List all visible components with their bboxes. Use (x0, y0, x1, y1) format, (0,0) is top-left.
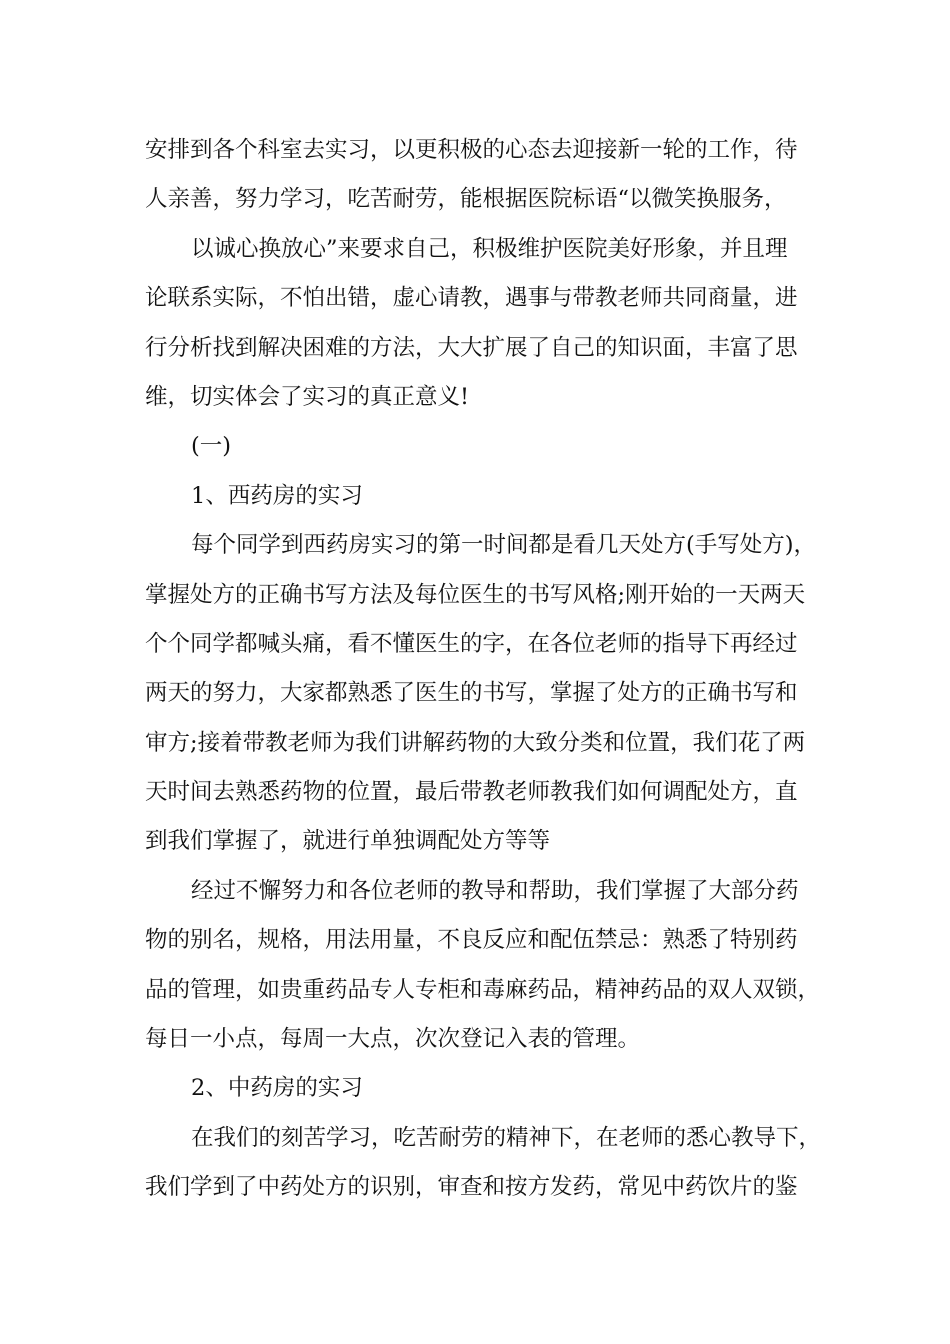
text-line: 维，切实体会了实习的真正意义! (145, 383, 470, 410)
text-line: 掌握处方的正确书写方法及每位医生的书写风格;刚开始的一天两天 (145, 581, 806, 608)
text-line: 经过不懈努力和各位老师的教导和帮助，我们掌握了大部分药 (191, 877, 799, 904)
text-line: 物的别名，规格，用法用量，不良反应和配伍禁忌：熟悉了特别药 (145, 927, 798, 954)
text-line: 安排到各个科室去实习，以更积极的心态去迎接新一轮的工作，待 (145, 137, 798, 163)
text-line: 到我们掌握了，就进行单独调配处方等等 (145, 828, 551, 855)
section-heading: 1、西药房的实习 (191, 482, 363, 509)
text-line: 论联系实际，不怕出错，虚心请教，遇事与带教老师共同商量，进 (145, 285, 798, 312)
section-marker: (一) (191, 433, 232, 460)
text-line: 我们学到了中药处方的识别，审查和按方发药，常见中药饮片的鉴 (145, 1174, 798, 1201)
text-line: 以诚心换放心”来要求自己，积极维护医院美好形象，并且理 (191, 235, 788, 262)
text-line: 行分析找到解决困难的方法，大大扩展了自己的知识面，丰富了思 (145, 334, 798, 361)
document-body (145, 126, 822, 1213)
text-line: 每个同学到西药房实习的第一时间都是看几天处方(手写处方)， (191, 532, 817, 559)
text-line: 在我们的刻苦学习，吃苦耐劳的精神下，在老师的悉心教导下， (191, 1124, 822, 1151)
text-line: 人亲善，努力学习，吃苦耐劳，能根据医院标语“以微笑换服务， (145, 186, 787, 213)
section-heading: 2、中药房的实习 (191, 1075, 363, 1102)
text-line: 品的管理，如贵重药品专人专柜和毒麻药品，精神药品的双人双锁， (145, 976, 821, 1003)
text-line: 每日一小点，每周一大点，次次登记入表的管理。 (145, 1026, 641, 1053)
text-line: 审方;接着带教老师为我们讲解药物的大致分类和位置，我们花了两 (145, 729, 806, 756)
text-line: 个个同学都喊头痛，看不懂医生的字，在各位老师的指导下再经过 (145, 630, 798, 657)
text-line: 两天的努力，大家都熟悉了医生的书写，掌握了处方的正确书写和 (145, 680, 798, 707)
text-line: 天时间去熟悉药物的位置，最后带教老师教我们如何调配处方，直 (145, 779, 798, 806)
